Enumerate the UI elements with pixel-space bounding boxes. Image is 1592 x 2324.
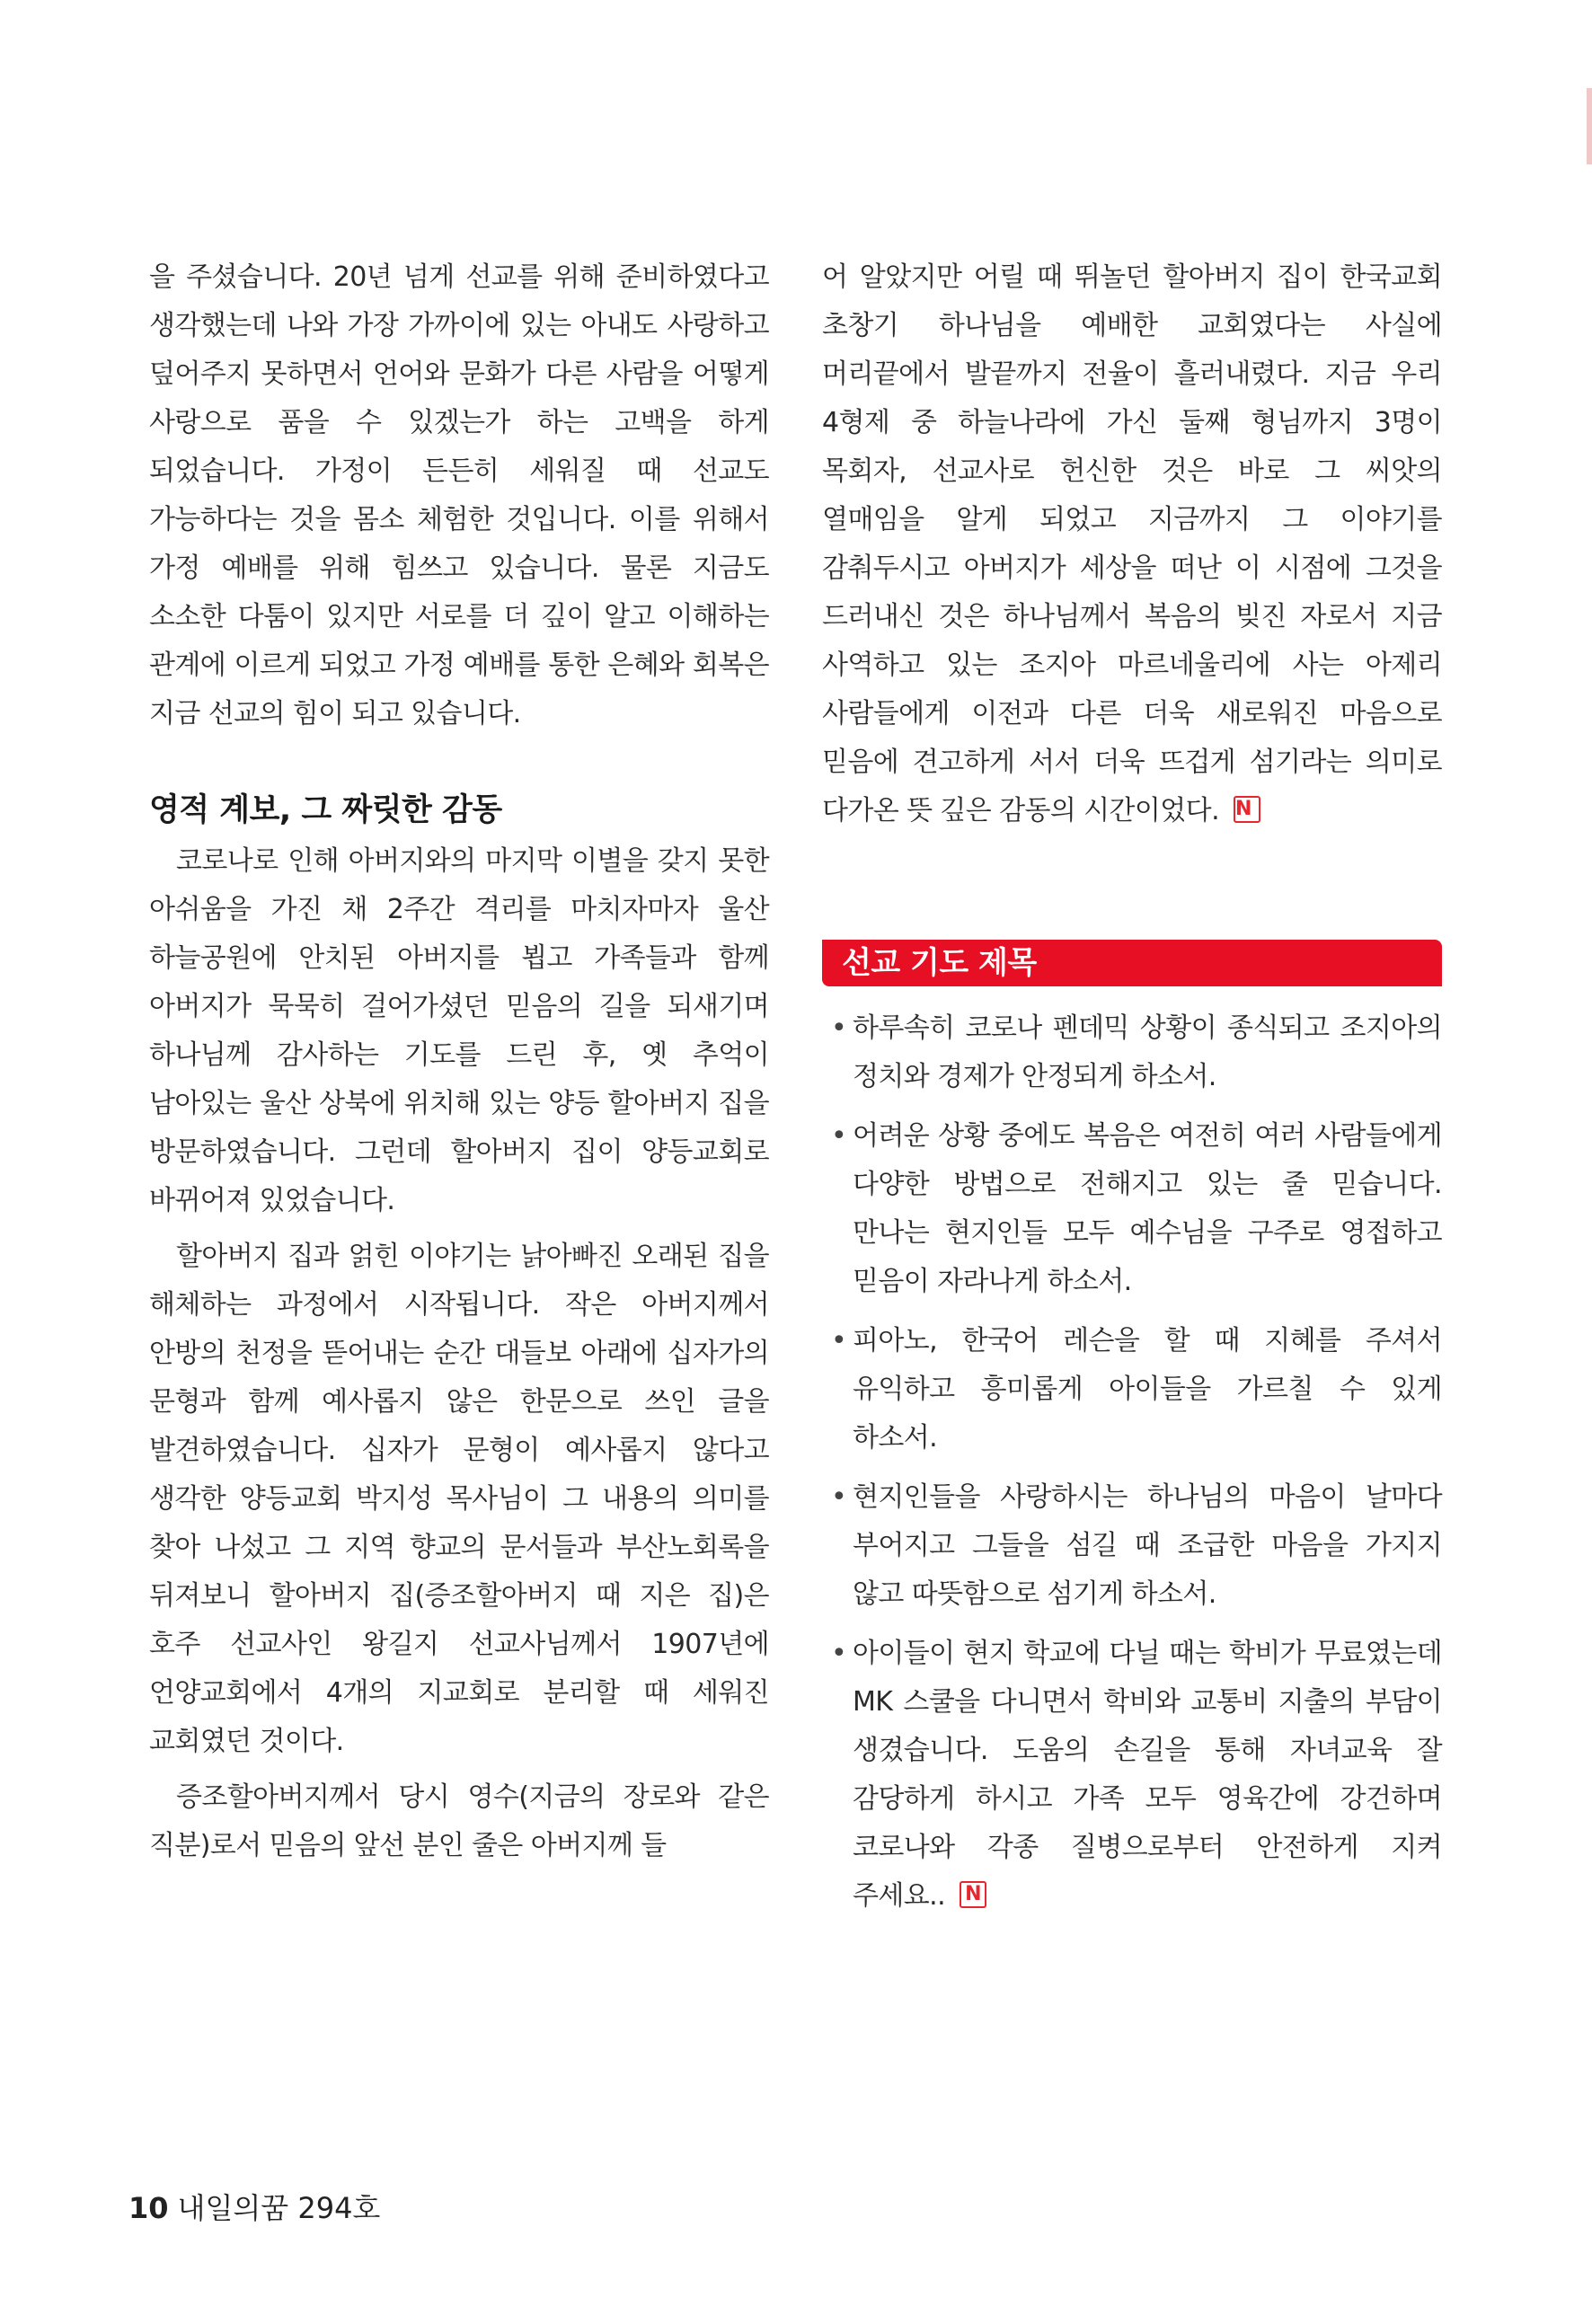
prayer-list bbox=[822, 1004, 1442, 1921]
body-paragraph-3: 증조할아버지께서 당시 영수(지금의 장로와 같은 직분)로서 믿음의 앞선 분인 줄은 아버지께 들 bbox=[149, 1781, 769, 1861]
page-footer bbox=[128, 2190, 380, 2226]
page-edge-tab bbox=[1587, 88, 1592, 164]
continued-paragraph-text: 어 알았지만 어릴 때 뛰놀던 할아버지 집이 한국교회 초창기 하나님을 예배한 교회였다는 사실에 머리끝에서 발끝까지 전율이 흘러내렸다. 지금 우리 4형제 중 하늘나라에 가신 둘째 형님까지 3명이 목회자, 선교사로 헌신한 것은 바로 그 씨앗의 열매임을 알게 되었고 지금까지 그 이야기를 감춰두시고 아버지가 세상을 떠난 이 시점에 그것을 드러내신 것은 하나님께서 복음의 빚진 자로서 지금 사역하고 있는 조지아 마르네울리에 사는 아제리 사람들에게 이전과 다른 더욱 새로워진 마음으로 믿음에 견고하게 서서 더욱 뜨겁게 섬기라는 의미로 다가온 뜻 깊은 감동의 시간이었다. bbox=[822, 261, 1442, 826]
prayer-item-text: 아이들이 현지 학교에 다닐 때는 학비가 무료였는데 MK 스쿨을 다니면서 학비와 교통비 지출의 부담이 생겼습니다. 도움의 손길을 통해 자녀교육 잘 감당하게 하시고 가족 모두 영육간에 강건하며 코로나와 각종 질병으로부터 안전하게 지켜 주세요.. bbox=[853, 1638, 1442, 1912]
body-paragraph-2: 할아버지 집과 얽힌 이야기는 낡아빠진 오래된 집을 해체하는 과정에서 시작됩니다. 작은 아버지께서 안방의 천정을 뜯어내는 순간 대들보 아래에 십자가의 문형과 함께 예사롭지 않은 한문으로 쓰인 글을 발견하였습니다. 십자가 문형이 예사롭지 않다고 생각한 양등교회 박지성 목사님이 그 내용의 의미를 찾아 나섰고 그 지역 향교의 문서들과 부산노회록을 뒤져보니 할아버지 집(증조할아버지 때 지은 집)은 호주 선교사인 왕길지 선교사님께서 1907년에 언양교회에서 4개의 지교회로 분리할 때 세워진 교회였던 것이다. bbox=[149, 1241, 769, 1757]
continued-paragraph bbox=[822, 253, 1442, 835]
n-logo-icon bbox=[1234, 796, 1260, 823]
publication-title: 내일의꿈 294호 bbox=[177, 2191, 381, 2225]
prayer-item: • 피아노, 한국어 레슨을 할 때 지혜를 주셔서 유익하고 흥미롭게 아이들을 가르칠 수 있게 하소서. bbox=[822, 1317, 1442, 1462]
prayer-item bbox=[822, 1630, 1442, 1921]
prayer-item: • 어려운 상황 중에도 복음은 여전히 여러 사람들에게 다양한 방법으로 전해지고 있는 줄 믿습니다. 만나는 현지인들 모두 예수님을 구주로 영접하고 믿음이 자라나게 하소서. bbox=[822, 1112, 1442, 1306]
n-logo-icon bbox=[960, 1881, 986, 1908]
prayer-item: • 현지인들을 사랑하시는 하나님의 마음이 날마다 부어지고 그들을 섬길 때 조급한 마음을 가지지 않고 따뜻함으로 섬기게 하소서. bbox=[822, 1473, 1442, 1619]
right-column bbox=[822, 253, 1442, 1931]
intro-paragraph: 을 주셨습니다. 20년 넘게 선교를 위해 준비하였다고 생각했는데 나와 가장 가까이에 있는 아내도 사랑하고 덮어주지 못하면서 언어와 문화가 다른 사람을 어떻게 사랑으로 품을 수 있겠는가 하는 고백을 하게 되었습니다. 가정이 든든히 세워질 때 선교도 가능하다는 것을 몸소 체험한 것입니다. 이를 위해서 가정 예배를 위해 힘쓰고 있습니다. 물론 지금도 소소한 다툼이 있지만 서로를 더 깊이 알고 이해하는 관계에 이르게 되었고 가정 예배를 통한 은혜와 회복은 지금 선교의 힘이 되고 있습니다. bbox=[149, 261, 769, 729]
body-paragraph-1: 코로나로 인해 아버지와의 마지막 이별을 갖지 못한 아쉬움을 가진 채 2주간 격리를 마치자마자 울산 하늘공원에 안치된 아버지를 뵙고 가족들과 함께 아버지가 묵묵히 걸어가셨던 믿음의 길을 되새기며 하나님께 감사하는 기도를 드린 후, 옛 추억이 남아있는 울산 상북에 위치해 있는 양등 할아버지 집을 방문하였습니다. 그런데 할아버지 집이 양등교회로 바뀌어져 있었습니다. bbox=[149, 845, 769, 1216]
prayer-title: 선교 기도 제목 bbox=[822, 940, 1442, 986]
left-column bbox=[149, 253, 769, 1870]
section-title: 영적 계보, 그 짜릿한 감동 bbox=[149, 792, 502, 828]
page-number: 10 bbox=[128, 2191, 169, 2225]
prayer-item: • 하루속히 코로나 펜데믹 상황이 종식되고 조지아의 정치와 경제가 안정되게 하소서. bbox=[822, 1004, 1442, 1101]
